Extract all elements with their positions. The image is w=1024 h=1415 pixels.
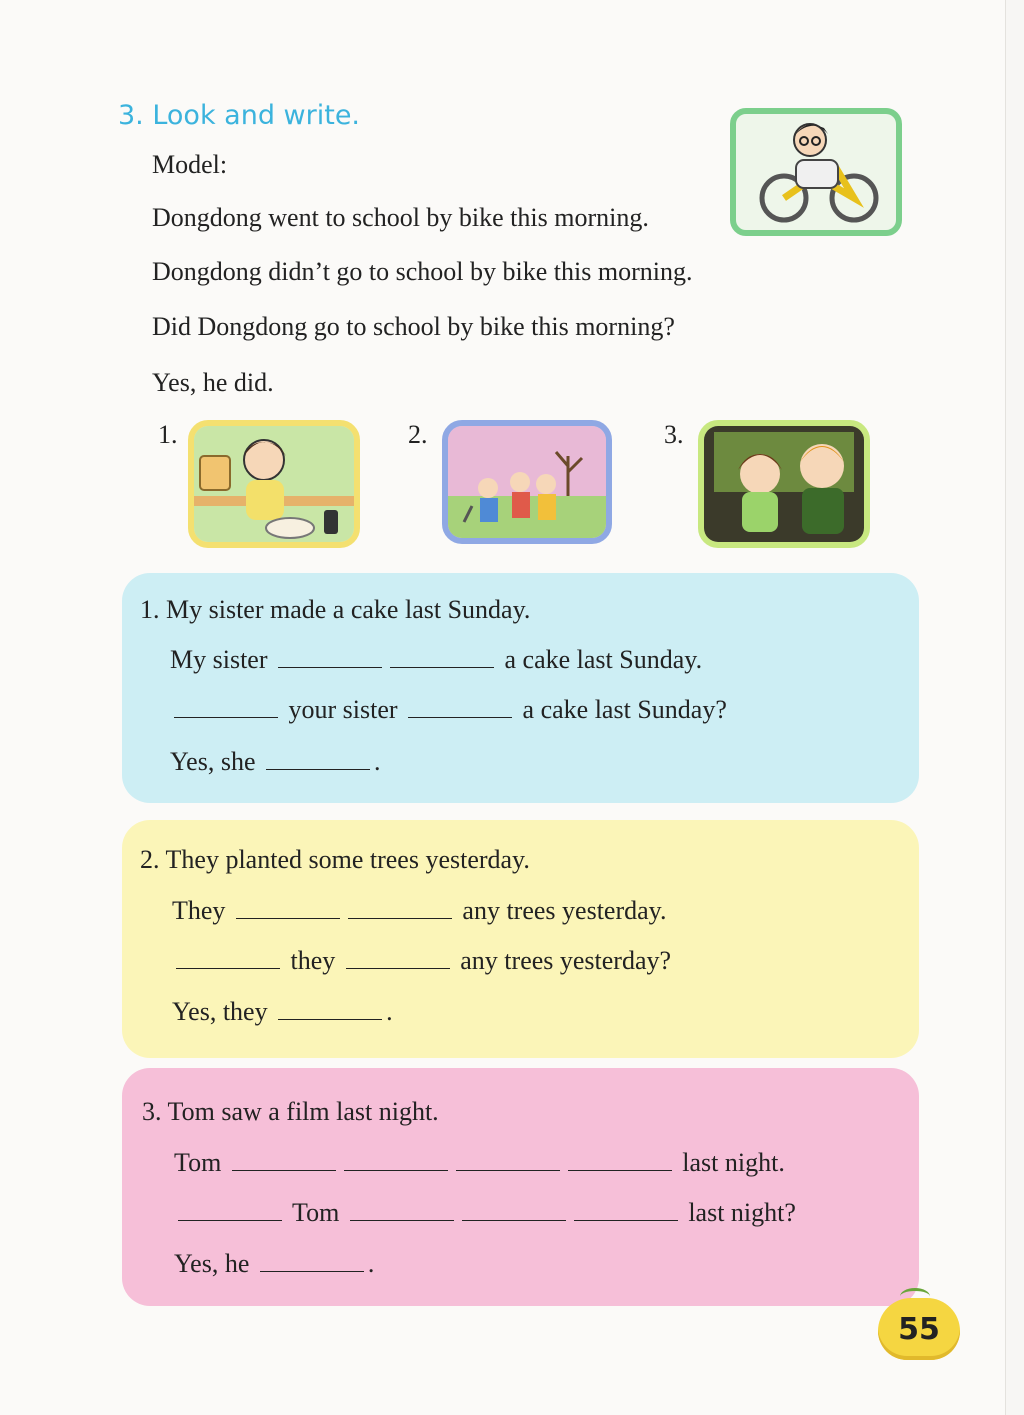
answer-blank[interactable] [176,946,280,969]
exercise-2-sentence: 2. They planted some trees yesterday. [140,845,530,874]
answer-blank[interactable] [390,645,494,668]
exercise-1-sentence: 1. My sister made a cake last Sunday. [140,595,531,624]
answer-blank[interactable] [574,1198,678,1221]
answer-blank[interactable] [348,896,452,919]
exercise-3-sentence: 3. Tom saw a film last night. [142,1097,439,1126]
answer-blank[interactable] [408,695,512,718]
exercise-3-question: Tom last night? [174,1198,796,1228]
page-number: 55 [878,1298,960,1360]
children-planting-trees-illustration [442,420,612,544]
model-line-2: Dongdong didn’t go to school by bike this morning. [152,257,693,286]
boy-on-bike-illustration [730,108,902,236]
answer-blank[interactable] [462,1198,566,1221]
exercise-2-negative: They any trees yesterday. [172,896,667,925]
section-title: 3. Look and write. [118,100,361,131]
girl-baking-cake-illustration [188,420,360,548]
model-label: Model: [152,150,228,179]
answer-blank[interactable] [278,645,382,668]
exercise-3-negative: Tom last night. [174,1148,785,1177]
answer-blank[interactable] [178,1198,282,1221]
answer-blank[interactable] [232,1148,336,1171]
exercise-2-question: they any trees yesterday? [172,946,671,976]
answer-blank[interactable] [174,695,278,718]
answer-blank[interactable] [236,896,340,919]
people-watching-film-illustration [698,420,870,548]
exercise-1-negative: My sister a cake last Sunday. [170,645,703,674]
answer-blank[interactable] [350,1198,454,1221]
exercise-3-answer: Yes, he . [174,1249,375,1278]
exercise-1-answer: Yes, she . [170,747,381,776]
answer-blank[interactable] [260,1249,364,1272]
model-line-1: Dongdong went to school by bike this morning. [152,203,649,232]
answer-blank[interactable] [456,1148,560,1171]
picture-label-1: 1. [158,420,178,449]
answer-blank[interactable] [266,747,370,770]
answer-blank[interactable] [278,997,382,1020]
picture-label-3: 3. [664,420,684,449]
answer-blank[interactable] [346,946,450,969]
picture-label-2: 2. [408,420,428,449]
model-line-3: Did Dongdong go to school by bike this morning? [152,312,675,341]
exercise-2-answer: Yes, they . [172,997,393,1026]
answer-blank[interactable] [344,1148,448,1171]
exercise-1-question: your sister a cake last Sunday? [170,695,727,725]
answer-blank[interactable] [568,1148,672,1171]
model-line-4: Yes, he did. [152,368,274,397]
